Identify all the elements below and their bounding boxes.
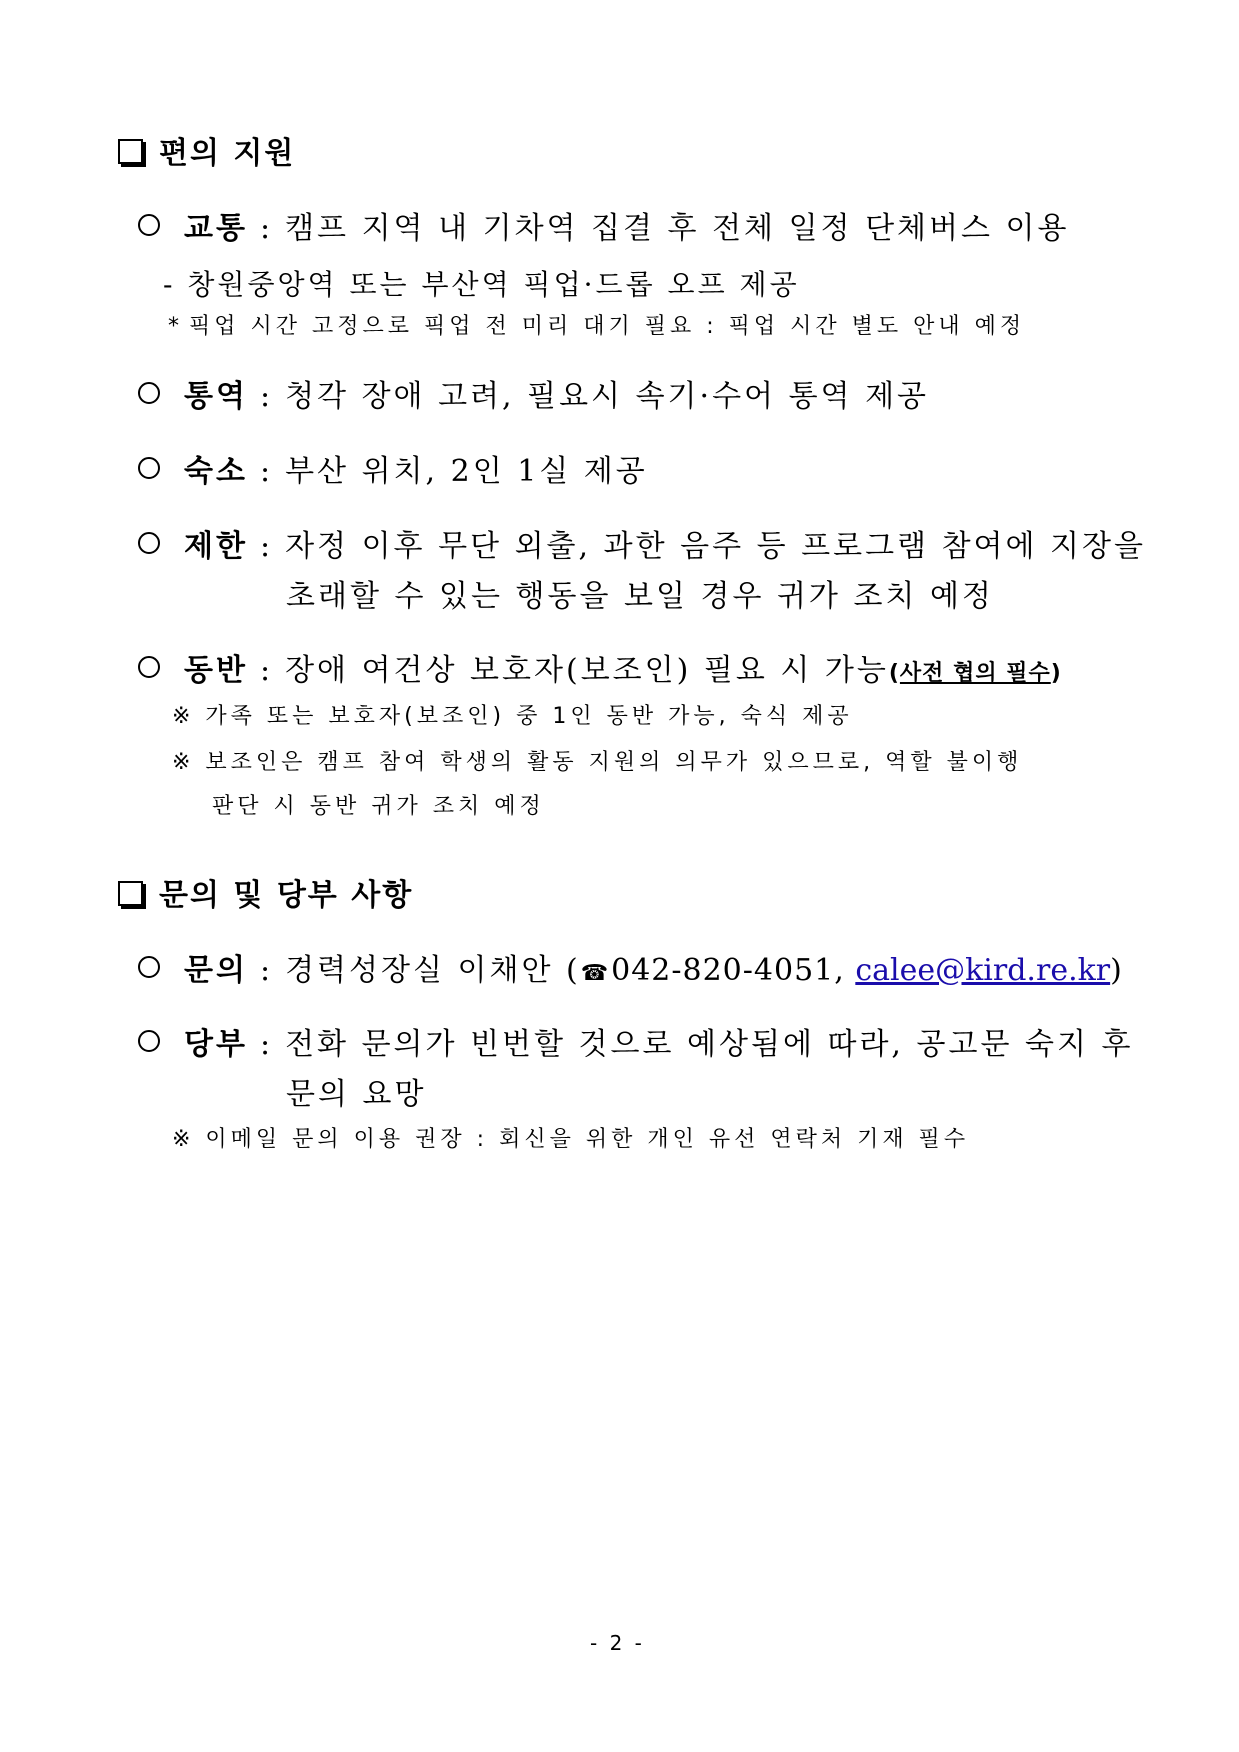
section-heading-convenience [118, 128, 295, 172]
request-continuation: 문의 요망 [286, 1077, 427, 1112]
item-interpretation [138, 371, 929, 415]
request-note: ※ 이메일 문의 이용 권장 : 회신을 위한 개인 유선 연락처 기재 필수 [172, 1127, 970, 1152]
separator: : [259, 454, 274, 489]
transport-note: * 픽업 시간 고정으로 픽업 전 미리 대기 필요 : 픽업 시간 별도 안내 예정 [168, 314, 1026, 339]
phone-number: 042-820-4051, [611, 953, 856, 988]
item-label: 당부 [184, 1027, 248, 1062]
circle-bullet-icon [138, 656, 160, 678]
separator: : [259, 1027, 274, 1062]
item-text: 캠프 지역 내 기차역 집결 후 전체 일정 단체버스 이용 [285, 211, 1070, 246]
companion-note-2-continuation: 판단 시 동반 귀가 조치 예정 [212, 794, 545, 819]
item-transport [138, 203, 1069, 247]
email-link[interactable]: calee@kird.re.kr [855, 953, 1111, 988]
item-label: 문의 [184, 953, 248, 988]
companion-note-2: ※ 보조인은 캠프 참여 학생의 활동 지원의 의무가 있으므로, 역할 불이행 [172, 750, 1023, 775]
transport-sub-item: - 창원중앙역 또는 부산역 픽업·드롭 오프 제공 [163, 268, 800, 301]
restriction-continuation: 초래할 수 있는 행동을 보일 경우 귀가 조치 예정 [286, 579, 994, 614]
circle-bullet-icon [138, 956, 160, 978]
circle-bullet-icon [138, 457, 160, 479]
checkbox-square-icon [118, 139, 143, 164]
checkbox-square-icon [118, 881, 143, 906]
asterisk-mark: * [168, 314, 183, 339]
item-request [138, 1019, 1133, 1063]
item-inquiry [138, 945, 1125, 989]
companion-note-1: ※ 가족 또는 보호자(보조인) 중 1인 동반 가능, 숙식 제공 [172, 704, 853, 729]
circle-bullet-icon [138, 214, 160, 236]
item-text: 청각 장애 고려, 필요시 속기·수어 통역 제공 [285, 379, 930, 414]
item-text: 전화 문의가 빈번할 것으로 예상됨에 따라, 공고문 숙지 후 [285, 1027, 1134, 1062]
circle-bullet-icon [138, 1030, 160, 1052]
section-heading-inquiry [118, 870, 413, 914]
item-companion [138, 645, 1062, 689]
item-label: 통역 [184, 379, 248, 414]
required-consultation-note: (사전 협의 필수) [888, 661, 1062, 686]
item-label: 동반 [184, 653, 248, 688]
circle-bullet-icon [138, 382, 160, 404]
contact-text: 경력성장실 이채안 ( [285, 953, 581, 988]
page-number: - 2 - [590, 1631, 645, 1655]
separator: : [259, 211, 274, 246]
circle-bullet-icon [138, 532, 160, 554]
separator: : [259, 653, 274, 688]
item-text: 장애 여건상 보호자(보조인) 필요 시 가능 [285, 653, 889, 688]
separator: : [259, 379, 274, 414]
telephone-icon: ☎ [580, 961, 612, 986]
item-text: 자정 이후 무단 외출, 과한 음주 등 프로그램 참여에 지장을 [285, 529, 1146, 564]
section-title: 문의 및 당부 사항 [159, 878, 414, 913]
item-label: 제한 [184, 529, 248, 564]
separator: : [259, 953, 274, 988]
section-title: 편의 지원 [159, 136, 296, 171]
item-label: 숙소 [184, 454, 248, 489]
item-restriction [138, 521, 1146, 565]
close-paren: ) [1110, 953, 1125, 988]
separator: : [259, 529, 274, 564]
item-label: 교통 [184, 211, 248, 246]
item-lodging [138, 446, 648, 490]
item-text: 부산 위치, 2인 1실 제공 [285, 454, 648, 489]
